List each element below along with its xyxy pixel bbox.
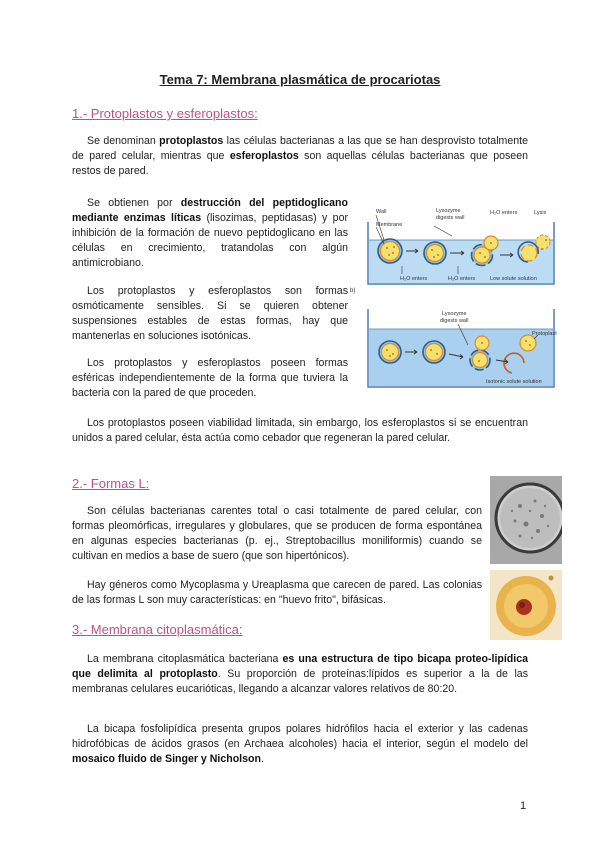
label-lysozyme: Lysozyme bbox=[436, 208, 461, 214]
s1-paragraph-1: Se denominan protoplastos las células bacterianas a las que se han desprovisto totalmente de pared celular, mientras que esferoplastos son aquellas células bacterianas que poseen restos de pared. bbox=[72, 135, 528, 177]
figure-b-marker: b) bbox=[350, 288, 356, 294]
label-h2o-enters-2: H₂O enters bbox=[448, 276, 476, 282]
figure-b-isotonic bbox=[362, 305, 560, 391]
label-h2o-enters-top: H₂O enters bbox=[490, 210, 518, 216]
label-membrane: Membrane bbox=[376, 222, 403, 228]
label-wall: Wall bbox=[376, 209, 387, 215]
s1-paragraph-5: Los protoplastos poseen viabilidad limitada, sin embargo, los esferoplastos si se encuentran unidos a pared celular, ésta actúa como cebador que regeneran la pared celular. bbox=[72, 417, 528, 444]
label-lysis: Lysis bbox=[534, 210, 547, 216]
s1-paragraph-4: Los protoplastos y esferoplastos poseen formas esféricas independientemente de la forma que tuviera la bacteria con la pared de que proceden. bbox=[72, 357, 348, 399]
label-lysozyme-b: Lysozyme bbox=[442, 311, 467, 317]
figure-a-low-solute bbox=[362, 200, 560, 288]
section-1-heading: 1.- Protoplastos y esferoplastos: bbox=[72, 106, 258, 121]
s1-paragraph-3: Los protoplastos y esferoplastos son formas osmóticamente sensibles. Si se quieren obtener suspensiones estables de estas formas, hay que mantenerlas en soluciones isotónicas. bbox=[72, 285, 348, 342]
label-isotonic: Isotonic solute solution bbox=[486, 379, 542, 385]
s2-paragraph-2: Hay géneros como Mycoplasma y Ureaplasma que carecen de pared. Las colonias de las formas L son muy características: en "huevo frito", bifásicas. bbox=[72, 579, 482, 606]
label-low-solute: Low solute solution bbox=[490, 276, 537, 282]
section-3-heading: 3.- Membrana citoplasmática: bbox=[72, 622, 243, 637]
label-digests-wall-b: digests wall bbox=[440, 318, 469, 324]
s3-paragraph-2: La bicapa fosfolipídica presenta grupos polares hidrófilos hacia el exterior y las cadenas hidrofóbicas de ácidos grasos (en Archaea alcoholes) hacia el interior, según el modelo del mosaico fluido de Singer y Nicholson. bbox=[72, 723, 528, 765]
fried-egg-colony-image bbox=[490, 570, 562, 640]
label-digests-wall: digests wall bbox=[436, 215, 465, 221]
label-protoplast: Protoplast bbox=[532, 331, 557, 337]
section-2-heading: 2.- Formas L: bbox=[72, 476, 150, 491]
page-title: Tema 7: Membrana plasmática de procariotas bbox=[159, 72, 441, 87]
page-number: 1 bbox=[520, 800, 527, 812]
electron-micrograph-image bbox=[490, 476, 562, 564]
s2-paragraph-1: Son células bacterianas carentes total o casi totalmente de pared celular, con formas pleomórficas, irregulares y globulares, que se producen de forma espontánea en algunas especies bacterianas (p. ej., Streptobacillus moniliformis) cuando se cultivan en medios a base de suero (que son hipertónicos). bbox=[72, 505, 482, 562]
label-h2o-enters-1: H₂O enters bbox=[400, 276, 428, 282]
s3-paragraph-1: La membrana citoplasmática bacteriana es una estructura de tipo bicapa proteo-lipídica que delimita al protoplasto. Su proporción de proteínas:lípidos es superior a la de las membranas celulares eucarióticas, llegando a alcanzar valores relativos de 80:20. bbox=[72, 653, 528, 695]
s1-paragraph-2: Se obtienen por destrucción del peptidoglicano mediante enzimas líticas (lisozimas, peptidasas) y por inhibición de la formación de nuevo peptidoglicano en las células en crecimiento, tratandolas con algún antimicrobiano. bbox=[72, 197, 348, 269]
